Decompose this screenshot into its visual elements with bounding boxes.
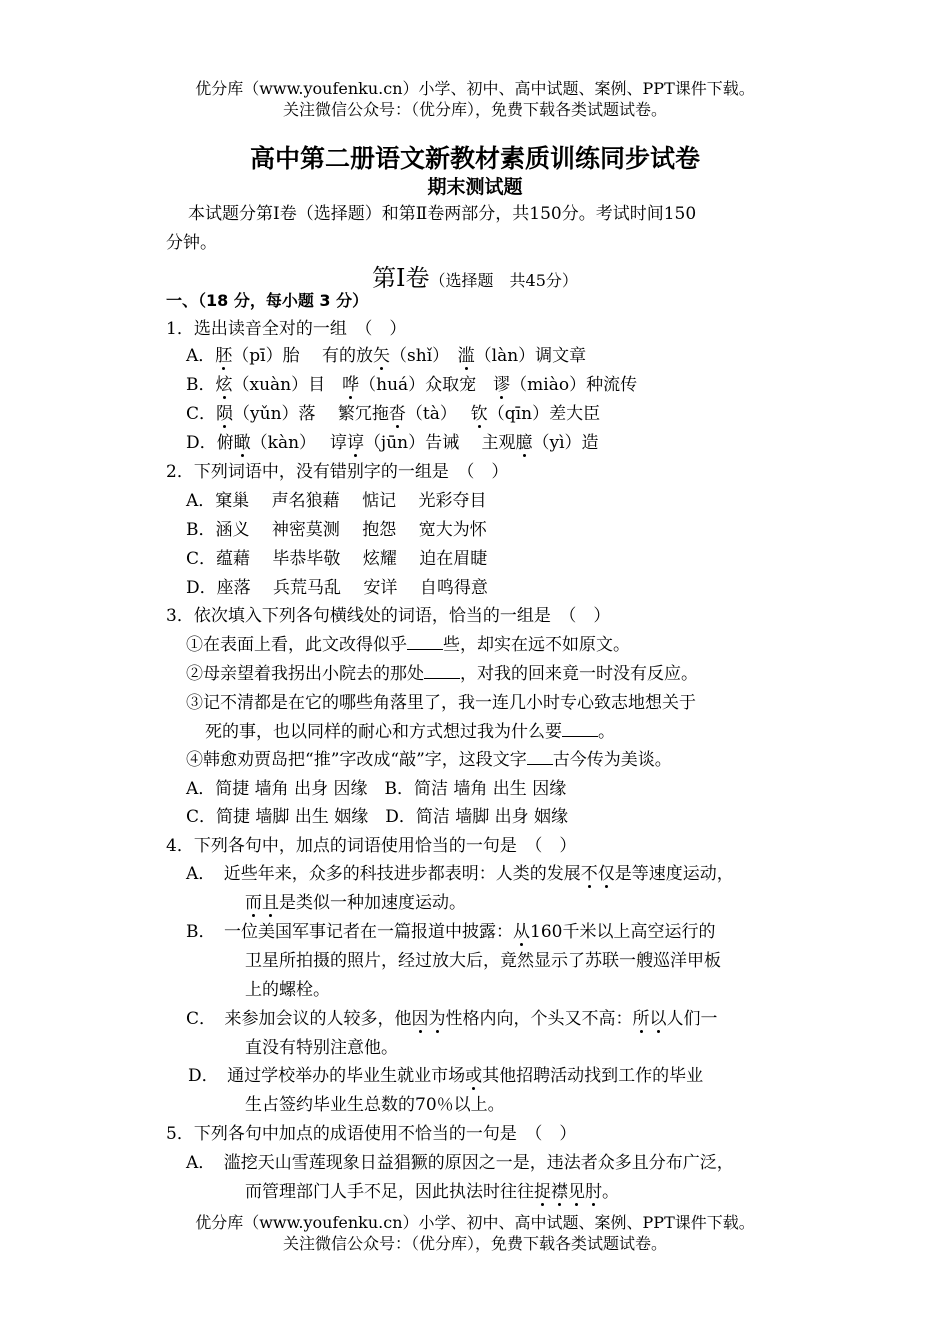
dotted-char: 而: [245, 893, 262, 913]
q4-option-d: [188, 1065, 703, 1087]
text: （shǐ）: [390, 346, 458, 366]
section-heading: [0, 258, 950, 293]
dotted-char: 钦: [470, 404, 488, 424]
dotted-char: 或: [465, 1066, 483, 1086]
q3-sentence-2: [186, 663, 698, 685]
q3-sentence-3-cont: [205, 721, 615, 743]
q2-option-b: B．涵义 神密莫测 抱怨 宽大为怀: [186, 520, 487, 540]
q4-option-c-cont: 直没有特别注意他。: [245, 1038, 398, 1058]
dotted-char: 襟: [551, 1182, 568, 1202]
q4-option-a: [186, 863, 734, 885]
dotted-char: 不: [580, 864, 598, 884]
text: B．: [186, 375, 216, 395]
dotted-char: 沓: [388, 404, 406, 424]
q3-options-ab: A．简捷 墙角 出身 因缘 B．简洁 墙角 出生 因缘: [186, 779, 567, 799]
footer-line-2: 关注微信公众号：（优分库），免费下载各类试题试卷。: [282, 1234, 667, 1253]
text: C． 来参加会议的人较多，他: [186, 1009, 412, 1029]
q1-option-a: [186, 345, 586, 367]
dotted-char: 因: [411, 1009, 429, 1029]
q3-sentence-1: [186, 634, 630, 656]
page-title: 高中第二册语文新教材素质训练同步试卷: [249, 144, 700, 173]
page-header: [0, 78, 950, 120]
dotted-char: 矢: [373, 346, 391, 366]
text: （qīn）差大臣: [487, 404, 601, 424]
q1-option-b: [186, 374, 637, 396]
intro-line-1: 本试题分第Ⅰ卷（选择题）和第Ⅱ卷两部分，共150分。考试时间150: [188, 204, 697, 224]
dotted-char: 臆: [515, 433, 533, 453]
fill-blank: [407, 635, 443, 650]
header-line-2: 关注微信公众号：（优分库），免费下载各类试题试卷。: [282, 100, 667, 119]
q2-option-c: C．蕴藉 毕恭毕敬 炫耀 迫在眉睫: [186, 549, 488, 569]
dotted-char: 瞰: [233, 433, 251, 453]
q2-option-a: A．窠巢 声名狼藉 惦记 光彩夺目: [186, 491, 487, 511]
text: （yǔn）落 繁冗拖: [233, 404, 389, 424]
part-heading: 一、（18 分，每小题 3 分）: [166, 291, 369, 310]
q4-option-d-cont: 生占签约毕业生总数的70％以上。: [245, 1095, 505, 1115]
q4-option-b: [186, 921, 715, 943]
text: 些，却实在远不如原文。: [443, 635, 630, 655]
dotted-char: 谬: [493, 375, 511, 395]
q5-option-a: A． 滥挖天山雪莲现象日益猖獗的原因之一是，违法者众多且分布广泛，: [186, 1153, 734, 1173]
page-footer: [0, 1212, 950, 1254]
text: D． 通过学校举办的毕业生就业市场: [188, 1066, 466, 1086]
text: （huá）众取宠: [359, 375, 494, 395]
text: （pī）胎 有的放: [232, 346, 374, 366]
dotted-char: 炫: [215, 375, 233, 395]
dotted-char: 胚: [215, 346, 233, 366]
q3-sentence-4: [186, 749, 672, 771]
dotted-char: 为: [428, 1009, 446, 1029]
text: 是类似一种加速度运动。: [279, 893, 466, 913]
dotted-char: 所: [632, 1009, 650, 1029]
footer-line-1: 优分库（www.youfenku.cn）小学、初中、高中试题、案例、PPT课件下载。: [195, 1213, 755, 1232]
q4-option-b-cont: 卫星所拍摄的照片，经过放大后，竟然显示了苏联一艘巡洋甲板: [245, 951, 721, 971]
text: ②母亲望着我拐出小院去的那处: [186, 664, 424, 684]
text: 。: [598, 722, 615, 742]
intro-line-2: 分钟。: [166, 233, 217, 253]
text: 是等速度运动，: [614, 864, 734, 884]
text: B． 一位美国军事记者在一篇报道中披露：: [186, 922, 513, 942]
dotted-char: 且: [262, 893, 279, 913]
page-subtitle: 期末测试题: [427, 176, 523, 198]
fill-blank: [562, 722, 598, 737]
text: （kàn） 谆: [250, 433, 347, 453]
text: （miào）种流传: [510, 375, 638, 395]
q4-option-c: [186, 1008, 718, 1030]
text: 其他招聘活动找到工作的毕业: [482, 1066, 704, 1086]
dotted-char: 仅: [597, 864, 615, 884]
section-heading-main: 第Ⅰ卷: [372, 264, 430, 292]
dotted-char: 滥: [457, 346, 475, 366]
text: A． 近些年来，众多的科技进步都表明：人类的发展: [186, 864, 581, 884]
q4-option-a-cont: [245, 892, 466, 914]
dotted-char: 谆: [346, 433, 364, 453]
text: A．: [186, 346, 216, 366]
q3-options-cd: C．简捷 墙脚 出生 姻缘 D．简洁 墙脚 出身 姻缘: [186, 807, 569, 827]
dotted-char: 以: [649, 1009, 667, 1029]
text: （jūn）告诫 主观: [363, 433, 516, 453]
text: （yì）造: [532, 433, 599, 453]
text: 古今传为美谈。: [552, 750, 672, 770]
q4-option-b-cont-2: 上的螺栓。: [245, 980, 330, 1000]
text: ④韩愈劝贾岛把“推”字改成“敲”字，这段文字: [186, 750, 527, 770]
dotted-char: 哗: [342, 375, 360, 395]
q2-option-d: D．座落 兵荒马乱 安详 自鸣得意: [186, 578, 488, 598]
dotted-char: 从: [513, 922, 530, 942]
text: 160千米以上高空运行的: [530, 922, 716, 942]
q2-stem: 2．下列词语中，没有错别字的一组是 （ ）: [166, 462, 509, 482]
q1-option-c: [186, 403, 600, 425]
text: 死的事，也以同样的耐心和方式想过我为什么要: [205, 722, 562, 742]
dotted-char: 见: [568, 1182, 585, 1202]
q4-stem: 4．下列各句中，加点的词语使用恰当的一句是 （ ）: [166, 836, 577, 856]
section-heading-note: （选择题 共45分）: [429, 271, 578, 290]
header-line-1: 优分库（www.youfenku.cn）小学、初中、高中试题、案例、PPT课件下载。: [195, 79, 755, 98]
dotted-char: 陨: [216, 404, 234, 424]
text: （xuàn）目: [232, 375, 343, 395]
fill-blank: [527, 750, 553, 765]
text: 人们一: [666, 1009, 718, 1029]
q1-stem: 1．选出读音全对的一组 （ ）: [166, 319, 407, 339]
q3-stem: 3．依次填入下列各句横线处的词语，恰当的一组是 （ ）: [166, 606, 611, 626]
q5-option-a-cont: [245, 1181, 619, 1203]
text: 而管理部门人手不足，因此执法时往往: [245, 1182, 534, 1202]
text: （làn）调文章: [474, 346, 587, 366]
text: 。: [602, 1182, 619, 1202]
dotted-char: 捉: [534, 1182, 551, 1202]
text: C．: [186, 404, 217, 424]
text: 性格内向，个头又不高：: [445, 1009, 633, 1029]
q1-option-d: [186, 432, 599, 454]
q5-stem: 5．下列各句中加点的成语使用不恰当的一句是 （ ）: [166, 1124, 577, 1144]
q3-sentence-3: ③记不清都是在它的哪些角落里了，我一连几小时专心致志地想关于: [186, 693, 696, 713]
fill-blank: [424, 664, 460, 679]
text: D．俯: [186, 433, 234, 453]
text: ①在表面上看，此文改得似乎: [186, 635, 407, 655]
text: （tà）: [405, 404, 471, 424]
dotted-char: 肘: [585, 1182, 602, 1202]
text: ，对我的回来竟一时没有反应。: [460, 664, 698, 684]
